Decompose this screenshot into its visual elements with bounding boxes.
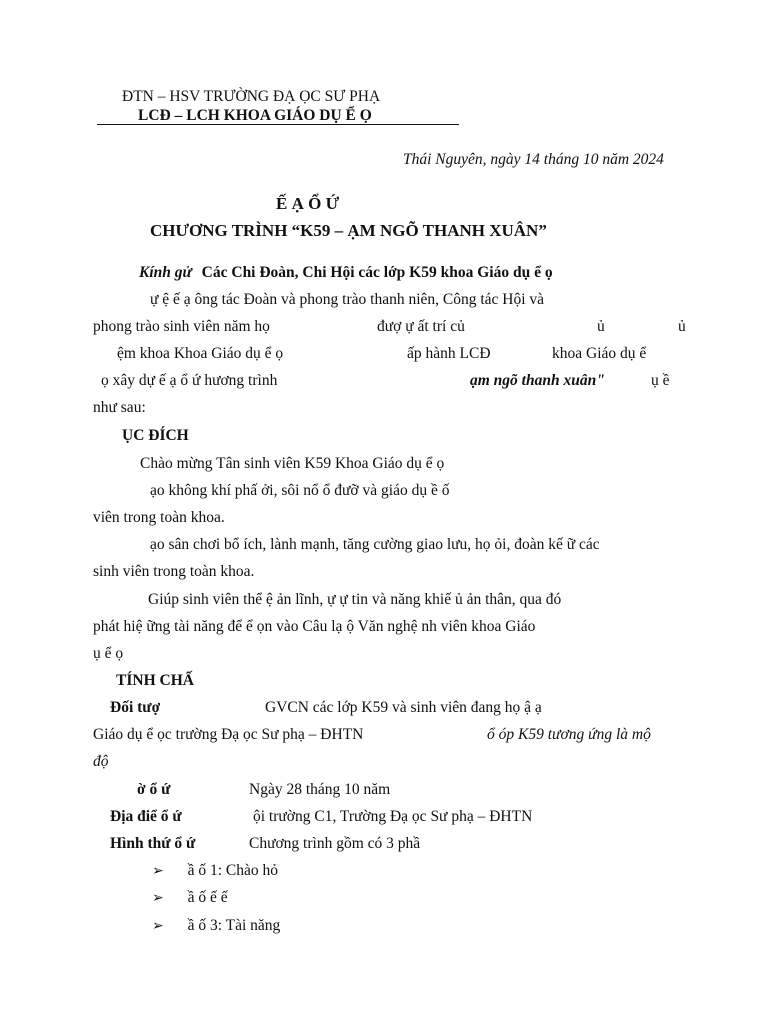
form-label: Hình thứ ổ ứ (110, 835, 196, 852)
part-item (152, 917, 280, 935)
audience-value: GVCN các lớp K59 và sinh viên đang họ ậ ạ (265, 699, 542, 716)
purpose-item-4-cont: phát hiệ ững tài năng để ể ọn vào Câu lạ ộ Văn nghệ nh viên khoa Giáo (93, 618, 536, 635)
part-item-label: ầ ố 1: Chào hỏ (187, 862, 279, 879)
time-label: ờ ổ ứ (137, 781, 171, 798)
purpose-item-4: Giúp sinh viên thể ệ ản lĩnh, ự ự tin và năng khiế ủ ản thân, qua đó (148, 591, 562, 608)
part-item-label: ầ ố ế ế (187, 889, 228, 906)
intro-line-2d: ủ (678, 318, 686, 335)
purpose-item-2: ạo không khí phấ ởi, sôi nổ ổ đưỡ và giáo dụ ề ố (150, 482, 450, 499)
form-value: Chương trình gồm có 3 phầ (249, 835, 421, 852)
part-item (152, 862, 278, 880)
intro-line-4c: ụ ề (651, 372, 670, 389)
purpose-item-3-cont: sinh viên trong toàn khoa. (93, 563, 255, 580)
purpose-item-1: Chào mừng Tân sinh viên K59 Khoa Giáo dụ ể ọ (140, 455, 445, 472)
part-item-label: ầ ố 3: Tài năng (187, 917, 281, 934)
greeting (139, 264, 553, 282)
audience-label: Đối tượ (110, 699, 161, 716)
intro-line-1: ự ệ ế ạ ông tác Đoàn và phong trào thanh niên, Công tác Hội và (150, 291, 545, 308)
intro-line-2b: đượ ự ất trí củ (377, 318, 465, 335)
nature-heading: TÍNH CHẤ (116, 672, 194, 689)
program-title: CHƯƠNG TRÌNH “K59 – ẠM NGÕ THANH XUÂN” (150, 221, 547, 240)
intro-line-5: như sau: (93, 399, 146, 416)
time-value: Ngày 28 tháng 10 năm (249, 781, 391, 798)
date-line: Thái Nguyên, ngày 14 tháng 10 năm 2024 (403, 151, 664, 168)
org-line-2: LCĐ – LCH KHOA GIÁO DỤ Ể Ọ (138, 107, 372, 124)
purpose-heading: ỤC ĐÍCH (122, 427, 189, 444)
intro-line-3b: ấp hành LCĐ (407, 345, 491, 362)
place-label: Địa điể ổ ứ (110, 808, 182, 825)
audience-line-2-italic: ổ óp K59 tương ứng là mộ (487, 726, 651, 743)
bullet-arrow-icon: ➢ (152, 863, 164, 879)
org-line-1: ĐTN – HSV TRƯỜNG ĐẠ ỌC SƯ PHẠ (122, 88, 381, 105)
document-title: Ế Ạ Ổ Ứ (276, 194, 340, 213)
intro-line-4a: ọ xây dự ế ạ ổ ứ hương trình (101, 372, 278, 389)
intro-line-3a: ệm khoa Khoa Giáo dụ ể ọ (117, 345, 284, 362)
purpose-item-4-cont-2: ụ ể ọ (93, 645, 124, 662)
intro-line-2c: ủ (597, 318, 605, 335)
bullet-arrow-icon: ➢ (152, 918, 164, 934)
greeting-label: Kính gử (139, 264, 192, 281)
header-underline (97, 124, 459, 125)
bullet-arrow-icon: ➢ (152, 890, 164, 906)
place-value: ội trường C1, Trường Đạ ọc Sư phạ – ĐHTN (253, 808, 533, 825)
greeting-recipients: Các Chi Đoàn, Chi Hội các lớp K59 khoa Giáo dụ ể ọ (201, 264, 553, 281)
audience-line-2: Giáo dụ ể ọc trường Đạ ọc Sư phạ – ĐHTN (93, 726, 364, 743)
intro-line-3c: khoa Giáo dụ ể (552, 345, 647, 362)
audience-line-3: độ (93, 753, 109, 770)
intro-line-4b: ạm ngõ thanh xuân" (470, 372, 605, 389)
purpose-item-2-cont: viên trong toàn khoa. (93, 509, 225, 526)
part-item (152, 889, 228, 907)
intro-line-2a: phong trào sinh viên năm họ (93, 318, 270, 335)
purpose-item-3: ạo sân chơi bổ ích, lành mạnh, tăng cường giao lưu, họ ỏi, đoàn kế ữ các (150, 536, 600, 553)
